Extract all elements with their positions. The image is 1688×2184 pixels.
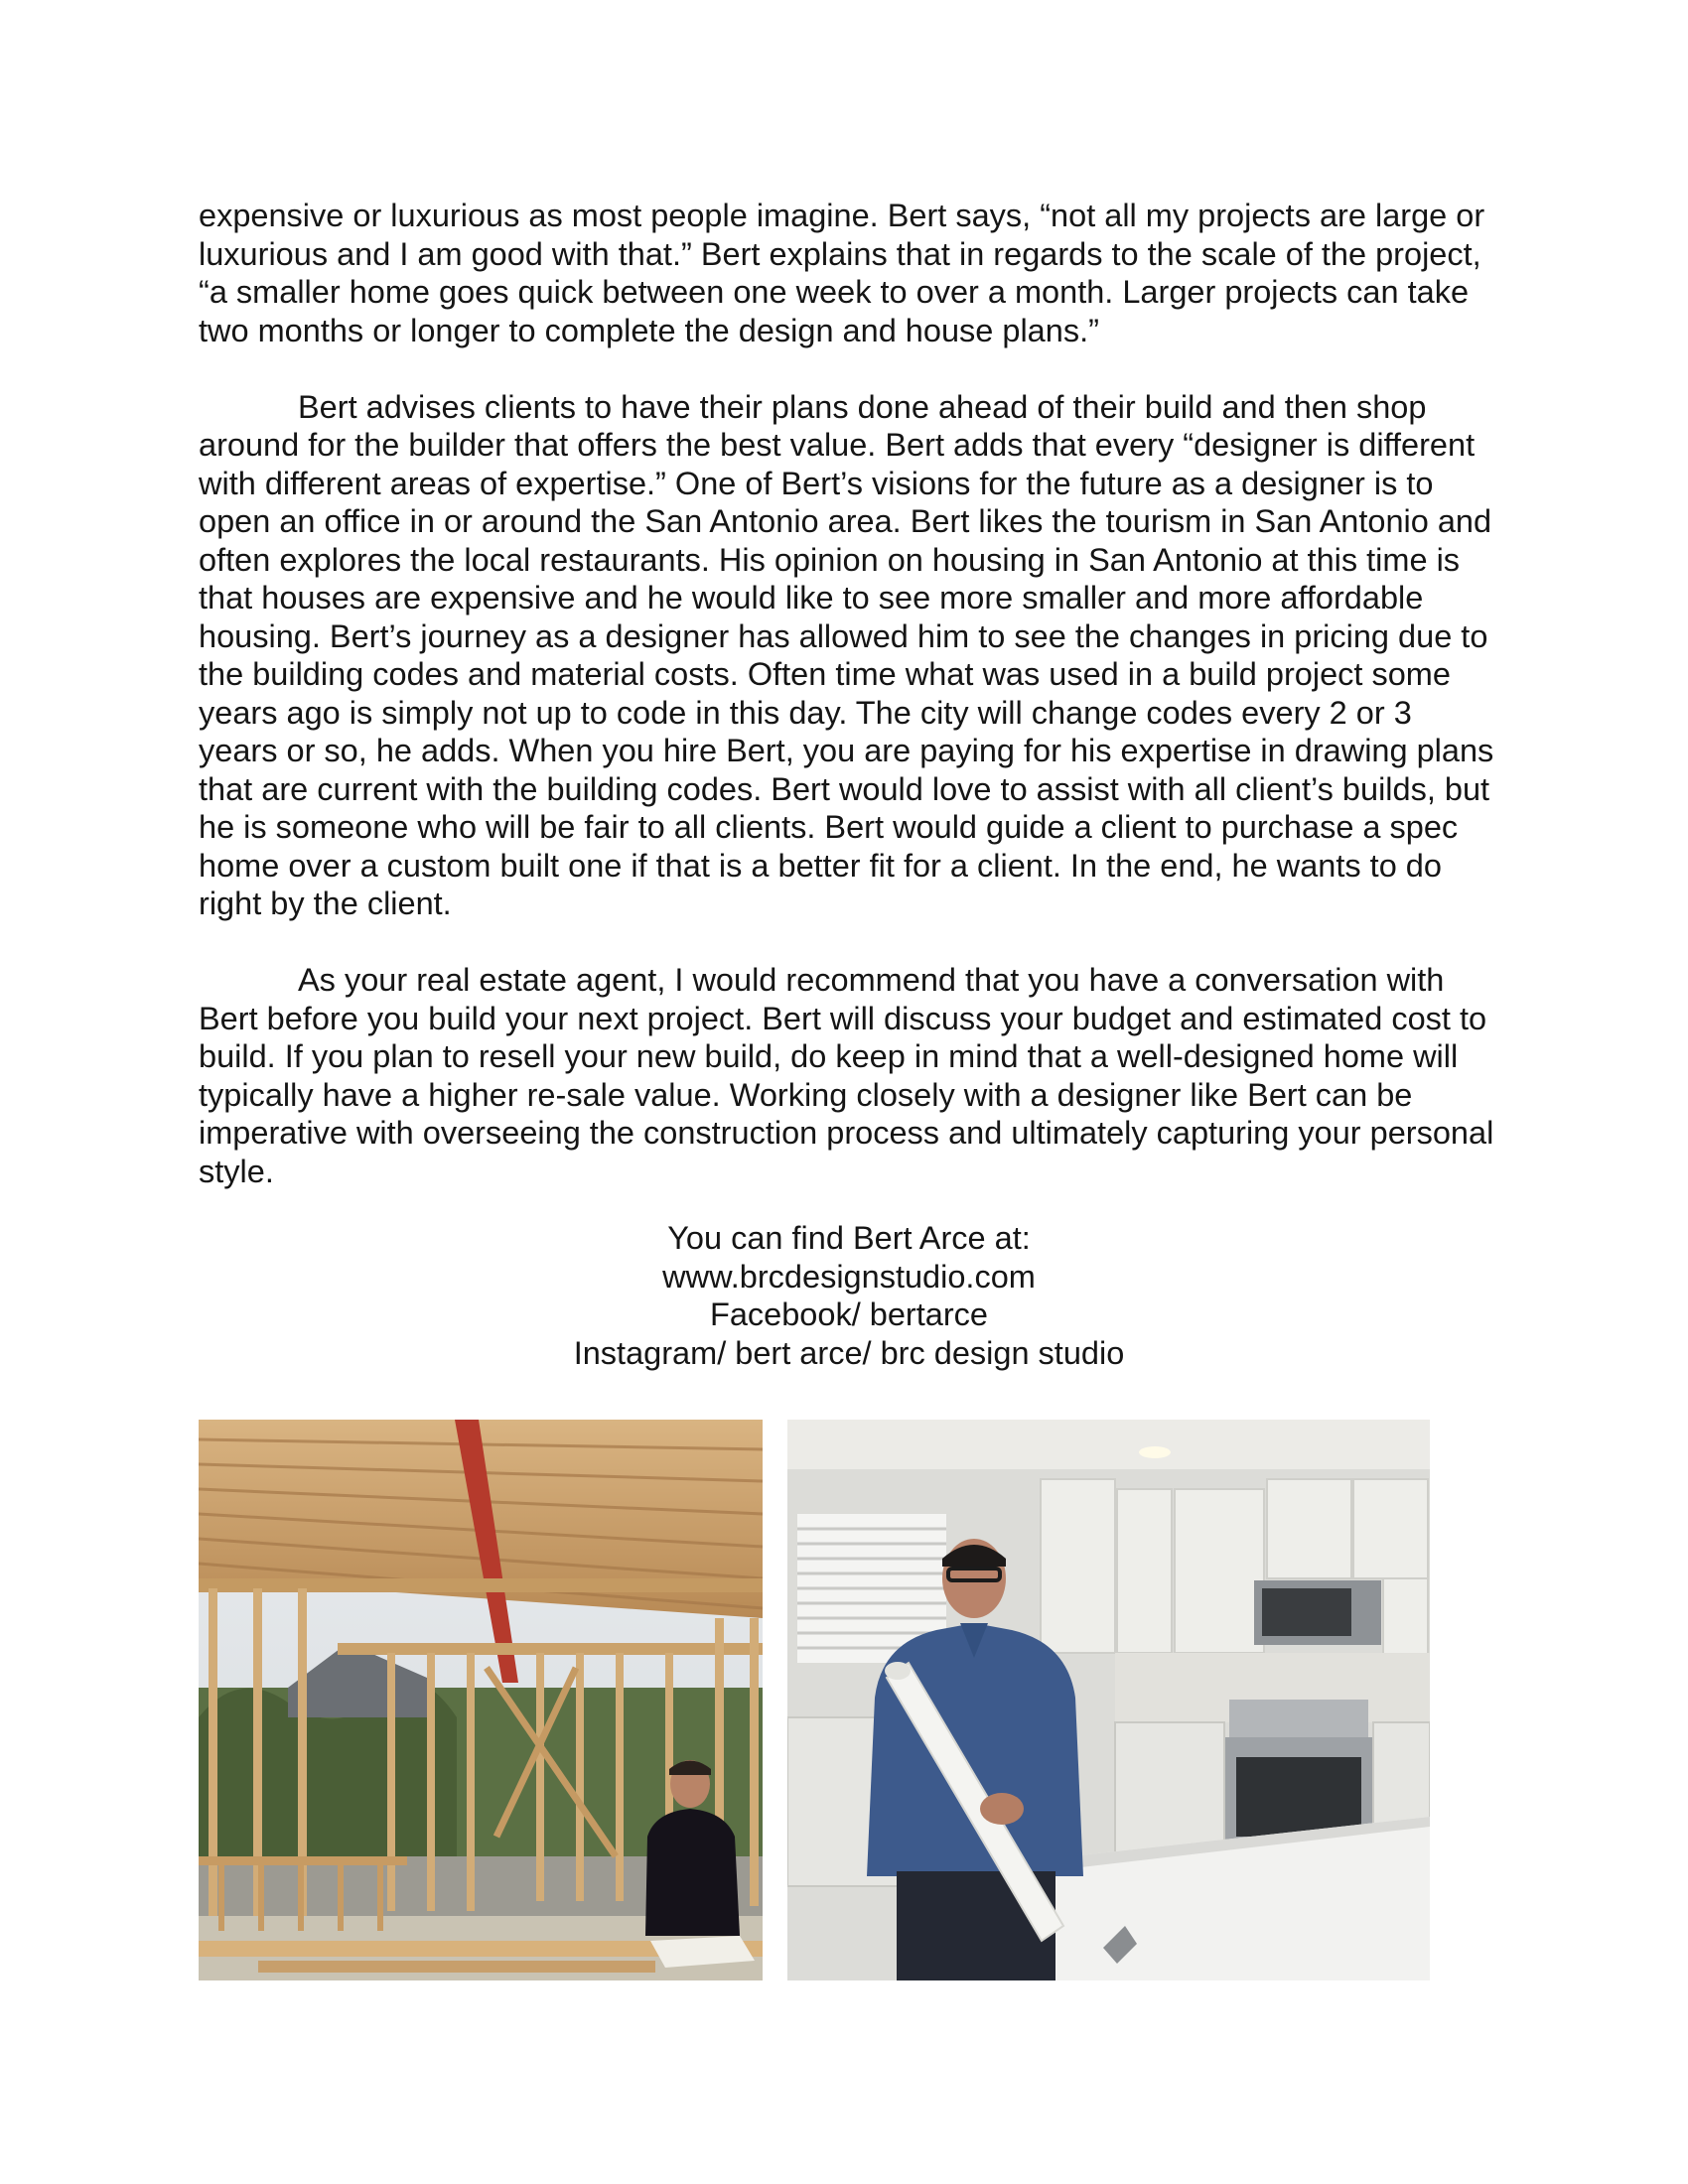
contact-heading: You can find Bert Arce at: xyxy=(667,1220,1031,1256)
contact-website: www.brcdesignstudio.com xyxy=(662,1258,1036,1295)
contact-instagram: Instagram/ bert arce/ brc design studio xyxy=(573,1334,1125,1371)
paragraph-3: As your real estate agent, I would recommend that you have a conversation with Bert before you build your next project. Bert will discuss your budget and estimated cost to build. If you plan to resell your new build, do keep in mind that a well-designed home will typically have a higher re-sale value. Working closely with a designer like Bert can be imperative with overseeing the construction process and ultimately capturing your personal style. xyxy=(199,962,1494,1189)
kitchen-portrait-photo xyxy=(787,1420,1430,1980)
contact-facebook: Facebook/ bertarce xyxy=(709,1297,988,1332)
paragraph-1: expensive or luxurious as most people imagine. Bert says, “not all my projects are large or luxurious and I am good with that.” Bert explains that in regards to the scale of the project, “a smaller home goes quick between one week to over a month. Larger projects can take two months or longer to complete the design and house plans.” xyxy=(199,198,1485,348)
construction-site-photo xyxy=(199,1420,763,1980)
paragraph-2: Bert advises clients to have their plans done ahead of their build and then shop around for the builder that offers the best value. Bert adds that every “designer is different with different areas of expertise.” One of Bert’s visions for the future as a designer is to open an office in or around the San Antonio area. Bert likes the tourism in San Antonio and often explores the local restaurants. His opinion on housing in San Antonio at this time is that houses are expensive and he would like to see more smaller and more affordable housing. Bert’s journey as a designer has allowed him to see the changes in pricing due to the building codes and material costs. Often time what was used in a build project some years ago is simply not up to code in this day. The city will change codes every 2 or 3 years or so, he adds. When you hire Bert, you are paying for his expertise in drawing plans that are current with the building codes. Bert would love to assist with all client’s builds, but he is someone who will be fair to all clients. Bert would guide a client to purchase a spec home over a custom built one if that is a better fit for a client. In the end, he wants to do right by the client. xyxy=(199,388,1494,921)
contact-block xyxy=(199,1219,1499,1372)
article-body xyxy=(199,197,1499,1190)
